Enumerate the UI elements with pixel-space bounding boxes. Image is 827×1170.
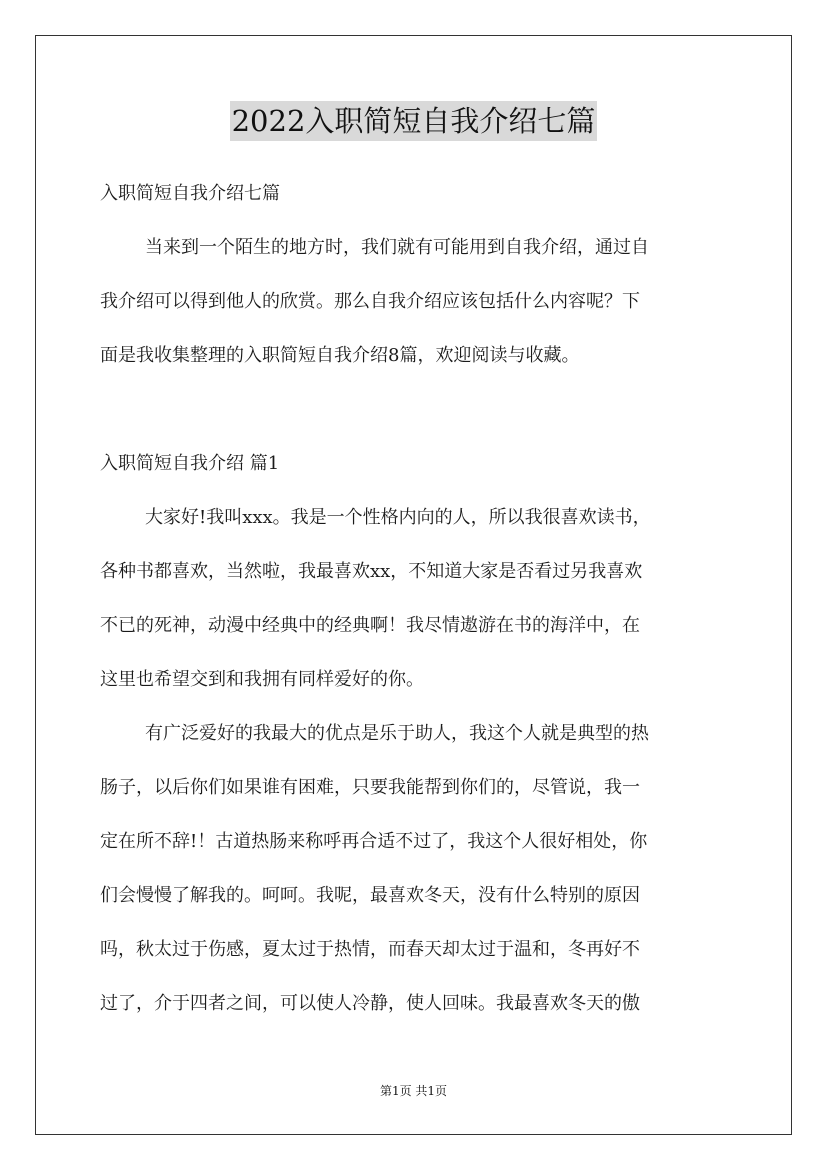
paragraph-line: 这里也希望交到和我拥有同样爱好的你。: [100, 669, 424, 690]
paragraph-line: 吗，秋太过于伤感，夏太过于热情，而春天却太过于温和，冬再好不: [100, 939, 640, 960]
paragraph-line: 过了，介于四者之间，可以使人冷静，使人回味。我最喜欢冬天的傲: [100, 993, 640, 1014]
document-title: 2022入职简短自我介绍七篇: [230, 101, 598, 141]
paragraph-line: 当来到一个陌生的地方时，我们就有可能用到自我介绍，通过自: [145, 237, 649, 258]
paragraph-line: 面是我收集整理的入职简短自我介绍8篇，欢迎阅读与收藏。: [100, 345, 580, 366]
paragraph-line: 定在所不辞!！古道热肠来称呼再合适不过了，我这个人很好相处，你: [100, 831, 648, 852]
section-heading: 入职简短自我介绍七篇: [100, 183, 280, 204]
paragraph-line: 有广泛爱好的我最大的优点是乐于助人，我这个人就是典型的热: [145, 723, 649, 744]
title-wrap: [0, 101, 827, 141]
paragraph-line: 肠子，以后你们如果谁有困难，只要我能帮到你们的，尽管说，我一: [100, 777, 640, 798]
paragraph-line: 不已的死神，动漫中经典中的经典啊！我尽情遨游在书的海洋中，在: [100, 615, 640, 636]
paragraph-line: 我介绍可以得到他人的欣赏。那么自我介绍应该包括什么内容呢？下: [100, 291, 640, 312]
paragraph-line: 大家好!我叫xxx。我是一个性格内向的人，所以我很喜欢读书，: [145, 507, 651, 528]
paragraph-line: 各种书都喜欢，当然啦，我最喜欢xx，不知道大家是否看过另我喜欢: [100, 561, 643, 582]
section-heading: 入职简短自我介绍 篇1: [100, 453, 280, 474]
paragraph-line: 们会慢慢了解我的。呵呵。我呢，最喜欢冬天，没有什么特别的原因: [100, 885, 640, 906]
page-footer: 第1页 共1页: [379, 1084, 448, 1098]
